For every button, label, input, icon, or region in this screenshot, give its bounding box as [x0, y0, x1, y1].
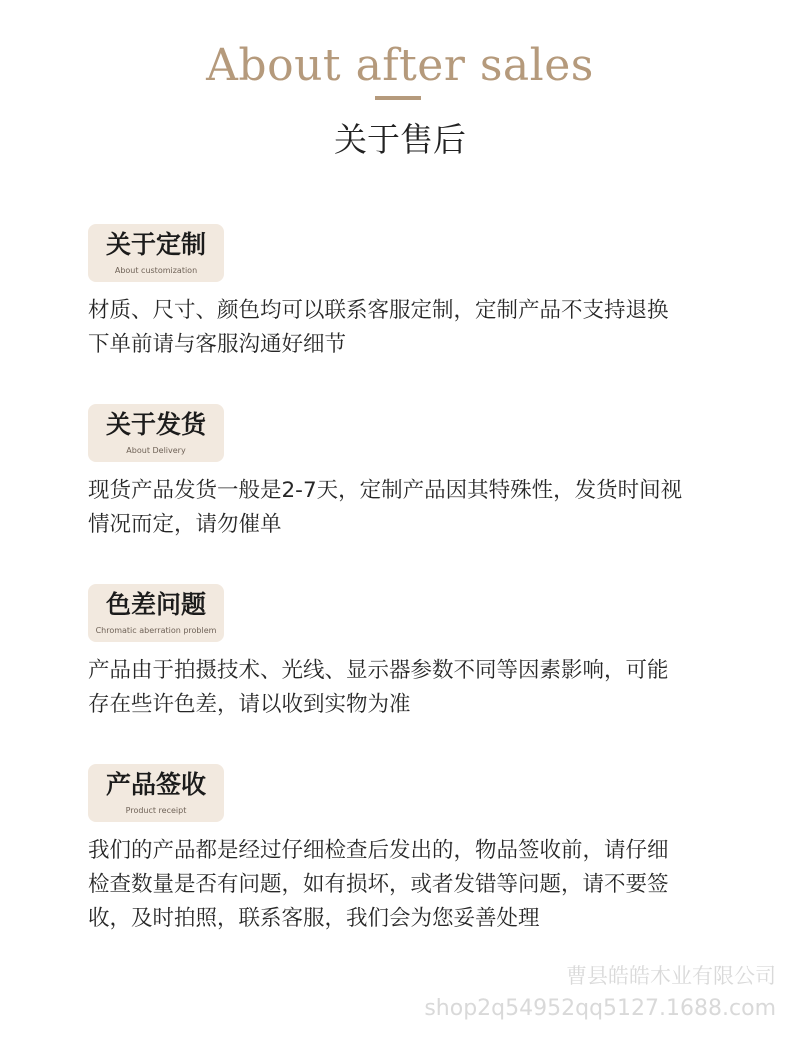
badge-subtitle: Product receipt: [125, 806, 187, 815]
section-badge: [88, 764, 224, 822]
badge-title: 色差问题: [105, 590, 206, 619]
section-badge: [88, 584, 224, 642]
badge-subtitle: About Delivery: [126, 446, 186, 455]
section-text: 我们的产品都是经过仔细检查后发出的，物品签收前，请仔细 检查数量是否有问题，如有损坏，或者发错等问题，请不要签 收，及时拍照，联系客服，我们会为您妥善处理: [88, 838, 669, 931]
badge-title: 关于发货: [105, 410, 206, 439]
section-color-difference: [88, 584, 728, 722]
section-receipt: [88, 764, 728, 936]
watermark-company: 曹县皓皓木业有限公司: [566, 964, 776, 988]
section-text: 现货产品发货一般是2-7天，定制产品因其特殊性，发货时间视 情况而定，请勿催单: [88, 478, 683, 537]
title-divider: [375, 96, 421, 100]
section-delivery: [88, 404, 728, 542]
page-title-english: About after sales: [206, 40, 594, 91]
page-title-chinese: 关于售后: [334, 120, 466, 159]
section-badge: [88, 224, 224, 282]
badge-title: 关于定制: [105, 230, 206, 259]
section-text: 材质、尺寸、颜色均可以联系客服定制，定制产品不支持退换 下单前请与客服沟通好细节: [88, 298, 669, 357]
section-customization: [88, 224, 728, 362]
watermark-url: shop2q54952qq5127.1688.com: [424, 996, 776, 1021]
badge-title: 产品签收: [105, 770, 206, 799]
badge-subtitle: Chromatic aberration problem: [95, 626, 217, 635]
section-badge: [88, 404, 224, 462]
badge-subtitle: About customization: [114, 266, 198, 275]
section-text: 产品由于拍摄技术、光线、显示器参数不同等因素影响，可能 存在些许色差，请以收到实物为准: [88, 658, 669, 717]
